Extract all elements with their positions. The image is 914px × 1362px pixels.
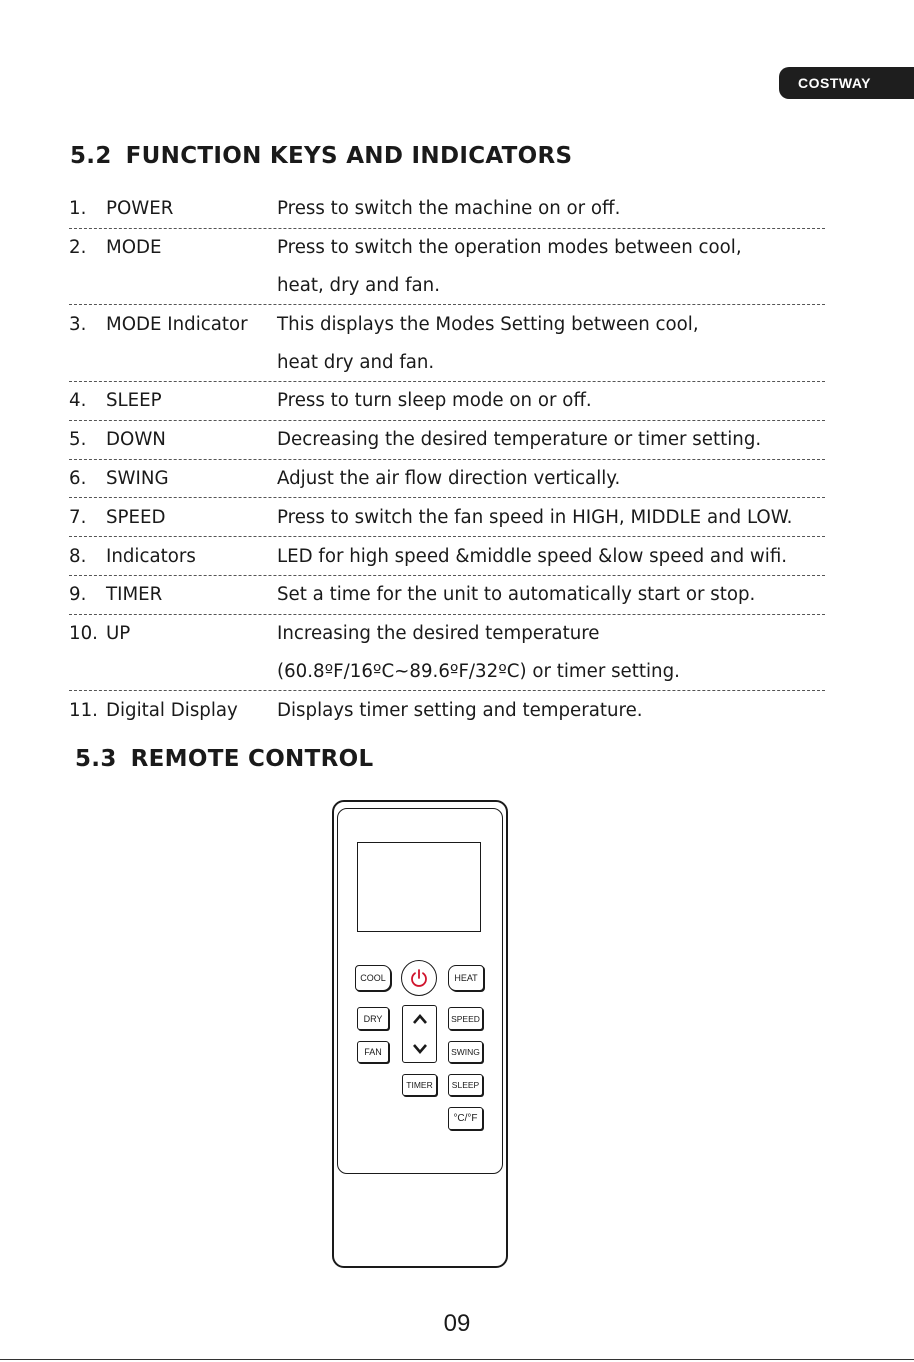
item-description: Press to switch the machine on or off. (277, 198, 621, 220)
section-heading-function-keys (70, 143, 572, 169)
function-key-line (69, 421, 825, 459)
remote-up-down-rocker[interactable] (402, 1005, 437, 1063)
item-key: Indicators (106, 545, 196, 567)
remote-heat-button[interactable]: HEAT (448, 965, 484, 991)
item-index: 3. (69, 313, 87, 335)
item-description: Adjust the air flow direction vertically. (277, 467, 621, 489)
function-key-continuation-line (69, 267, 825, 305)
item-index: 5. (69, 429, 87, 451)
function-key-line (69, 190, 825, 228)
brand-label: COSTWAY (798, 75, 871, 91)
function-key-continuation-line (69, 343, 825, 381)
function-key-line (69, 382, 825, 420)
item-description: Press to turn sleep mode on or off. (277, 390, 592, 412)
item-description: Press to switch the operation modes between cool, (277, 237, 742, 259)
item-key: MODE (106, 237, 162, 259)
item-index: 6. (69, 467, 87, 489)
item-index: 11. (69, 699, 98, 721)
item-key: TIMER (106, 584, 163, 606)
section-heading-remote-control (75, 746, 373, 772)
remote-speed-button[interactable]: SPEED (448, 1007, 483, 1030)
section-title: FUNCTION KEYS AND INDICATORS (125, 143, 573, 169)
function-key-row (69, 498, 825, 537)
brand-tab (779, 67, 914, 99)
item-key: POWER (106, 198, 174, 220)
remote-power-button[interactable] (401, 960, 437, 996)
power-icon (408, 967, 430, 989)
function-keys-table (69, 190, 825, 729)
function-key-line (69, 615, 825, 653)
remote-dry-button[interactable]: DRY (357, 1007, 389, 1030)
page-number: 09 (443, 1310, 471, 1337)
function-key-row (69, 190, 825, 229)
function-key-line (69, 305, 825, 343)
item-key: DOWN (106, 429, 166, 451)
item-key: UP (106, 623, 131, 645)
function-key-row (69, 460, 825, 499)
section-number: 5.2 (70, 143, 112, 169)
section-title: REMOTE CONTROL (130, 746, 374, 772)
item-description: heat dry and fan. (277, 351, 435, 373)
remote-timer-button[interactable]: TIMER (402, 1074, 437, 1096)
item-index: 7. (69, 506, 87, 528)
function-key-line (69, 460, 825, 498)
item-description: Increasing the desired temperature (277, 623, 600, 645)
function-key-row (69, 615, 825, 692)
item-description: (60.8ºF/16ºC~89.6ºF/32ºC) or timer setting. (277, 660, 680, 682)
function-key-line (69, 229, 825, 267)
item-description: Press to switch the fan speed in HIGH, MIDDLE and LOW. (277, 506, 793, 528)
item-index: 8. (69, 545, 87, 567)
function-key-line (69, 498, 825, 536)
remote-fan-button[interactable]: FAN (357, 1041, 389, 1063)
function-key-row (69, 576, 825, 615)
item-description: Displays timer setting and temperature. (277, 699, 643, 721)
remote-swing-button[interactable]: SWING (448, 1041, 483, 1063)
item-description: Decreasing the desired temperature or timer setting. (277, 429, 762, 451)
function-key-row (69, 537, 825, 576)
function-key-line (69, 691, 825, 729)
item-index: 2. (69, 237, 87, 259)
item-description: LED for high speed &middle speed &low speed and wifi. (277, 545, 788, 567)
remote-temperature-unit-button[interactable]: °C/°F (448, 1107, 483, 1130)
item-key: SWING (106, 467, 169, 489)
item-key: SPEED (106, 506, 166, 528)
function-key-line (69, 537, 825, 575)
remote-cool-button[interactable]: COOL (355, 965, 391, 991)
chevron-up-icon (412, 1013, 428, 1025)
item-description: This displays the Modes Setting between cool, (277, 313, 699, 335)
item-index: 10. (69, 623, 98, 645)
item-description: Set a time for the unit to automatically start or stop. (277, 584, 756, 606)
chevron-down-icon (412, 1043, 428, 1055)
section-number: 5.3 (75, 746, 117, 772)
item-description: heat, dry and fan. (277, 274, 440, 296)
function-key-line (69, 576, 825, 614)
function-key-row (69, 421, 825, 460)
item-key: MODE Indicator (106, 313, 248, 335)
function-key-row (69, 691, 825, 729)
item-index: 9. (69, 584, 87, 606)
item-index: 4. (69, 390, 87, 412)
item-key: Digital Display (106, 699, 238, 721)
item-index: 1. (69, 198, 87, 220)
item-key: SLEEP (106, 390, 162, 412)
function-key-row (69, 305, 825, 382)
function-key-row (69, 229, 825, 306)
remote-display-screen (357, 842, 481, 932)
remote-sleep-button[interactable]: SLEEP (448, 1074, 483, 1096)
function-key-row (69, 382, 825, 421)
page-bottom-rule (0, 1359, 914, 1360)
function-key-continuation-line (69, 653, 825, 691)
